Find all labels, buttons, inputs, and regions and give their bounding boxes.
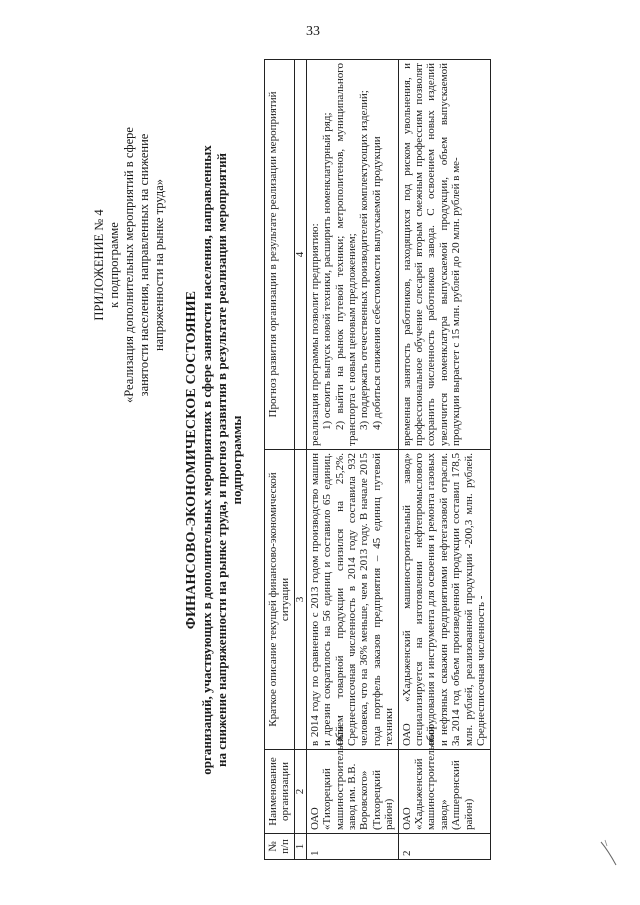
column-number: 1 — [294, 834, 306, 860]
row-num: 1 — [306, 834, 398, 860]
table-row — [398, 60, 490, 860]
page-number: 33 — [306, 24, 320, 39]
column-number: 2 — [294, 750, 306, 834]
pen-mark — [598, 838, 620, 868]
forecast-item: 3) поддержать отечественных производителей комплектующих изделий; — [358, 90, 371, 430]
heading-line: организаций, участвующих в дополнительных мероприятиях в сфере занятости населения, направленных — [199, 145, 214, 775]
forecast-intro: реализация программы позволит предприятию: — [308, 223, 321, 446]
row-name: ОАО «Тихорецкий машиностроительный завод им. В.В. Воровского» (Тихорецкий район) — [306, 750, 398, 834]
header-name: Наименование организации — [265, 750, 295, 834]
table-row — [306, 60, 398, 860]
header-num: № п/п — [265, 834, 295, 860]
appendix-line: «Реализация дополнительных мероприятий в сфере — [122, 127, 136, 403]
forecast-item: 4) добиться снижения себестоимости выпускаемой продукции — [370, 136, 383, 430]
appendix-block — [92, 65, 167, 465]
column-number: 3 — [294, 450, 306, 750]
organizations-table — [264, 59, 491, 860]
heading-line: подпрограммы — [229, 415, 244, 505]
appendix-line: к подпрограмме — [107, 222, 121, 308]
row-forecast: временная занятость работников, находящихся под риском увольнения, и профессиональное обучение слесарей вторым смежным профессиям позволят сохранить численность работников завода. С освоением новых изделий увеличится номенклатура выпускаемой продукции, объем выпускаемой продукции вырастет с 15 млн. рублей до 20 млн. рублей в ме- — [398, 60, 490, 450]
row-current: в 2014 году по сравнению с 2013 годом производство машин и дрезин сократилось на 56 единиц и составило 65 единиц. Объем товарной продукции снизился на 25,2%. Среднесписочная численность в 2014 году составила 932 человека, что на 36% меньше, чем в 2013 году. В начале 2015 года портфель заказов предприятия – 45 единиц путевой техники — [306, 450, 398, 750]
header-forecast: Прогноз развития организации в результате реализации мероприятий — [265, 60, 295, 450]
row-forecast — [306, 60, 398, 450]
header-current: Краткое описание текущей финансово-экономической ситуации — [265, 450, 295, 750]
rotated-page-content — [92, 60, 597, 860]
table-header-row — [265, 60, 295, 860]
forecast-item: 1) освоить выпуск новой техники, расширить номенклатурный ряд; — [321, 112, 334, 430]
appendix-line: напряженности на рынке труда» — [152, 179, 166, 352]
heading-line: на снижение напряженности на рынке труда, и прогноз развития в результате реализации мероприятий — [214, 152, 229, 768]
forecast-item: 2) выйти на рынок путевой техники; метрополитенов, муниципального транспорта с новым ценовым предложением; — [333, 63, 359, 446]
appendix-line: занятости населения, направленных на снижение — [137, 133, 151, 397]
appendix-title: ПРИЛОЖЕНИЕ № 4 — [92, 209, 106, 321]
column-number: 4 — [294, 60, 306, 450]
heading-title: ФИНАНСОВО-ЭКОНОМИЧЕСКОЕ СОСТОЯНИЕ — [184, 290, 199, 630]
document-heading — [184, 60, 244, 860]
row-name: ОАО «Хадыженский машиностроительный завод» (Апшеронский район) — [398, 750, 490, 834]
row-num: 2 — [398, 834, 490, 860]
column-number-row — [294, 60, 306, 860]
row-current: ОАО «Хадыженский машиностроительный завод» специализируется на изготовлении нефтепромыслового оборудования и инструмента для освоения и ремонта газовых и нефтяных скважин предприятиями нефтегазовой отрасли. За 2014 год объем произведенной продукции составил 178,5 млн. рублей, реализованной продукции -200,3 млн. рублей. Среднесписочная численность - — [398, 450, 490, 750]
